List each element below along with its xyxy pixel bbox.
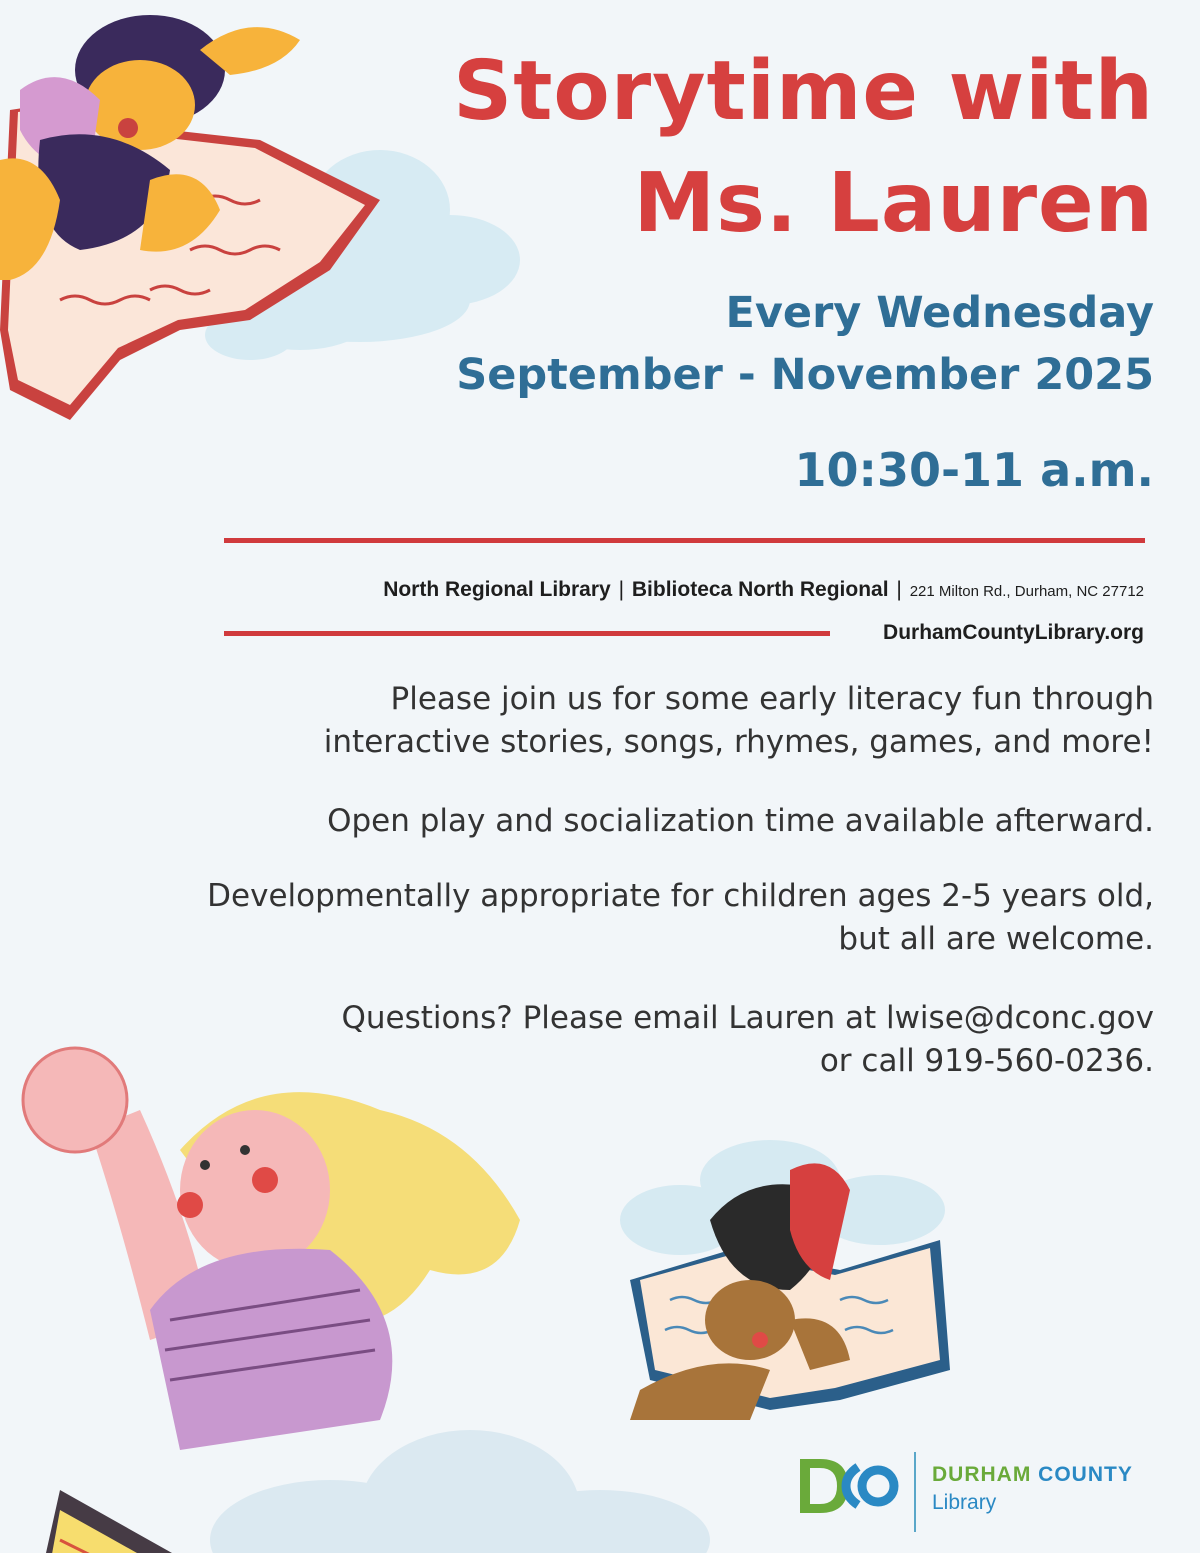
age-line-2: but all are welcome. [838, 921, 1154, 957]
schedule-months: September - November 2025 [456, 350, 1154, 400]
contact-line-2: or call 919-560-0236. [819, 1043, 1154, 1079]
logo-divider [914, 1452, 916, 1532]
logo-word-durham: DURHAM [932, 1463, 1032, 1486]
website-link[interactable]: DurhamCountyLibrary.org [883, 621, 1144, 644]
dco-logo-mark [796, 1455, 900, 1517]
location-line [383, 574, 1144, 608]
open-play-paragraph: Open play and socialization time available afterward. [327, 803, 1154, 839]
library-name-en: North Regional Library [383, 578, 611, 601]
title-line-2: Ms. Lauren [633, 156, 1154, 251]
intro-paragraph [324, 678, 1154, 764]
age-paragraph [207, 875, 1154, 961]
durham-county-library-logo [932, 1462, 1133, 1518]
separator: | [896, 578, 902, 601]
top-divider [224, 538, 1145, 543]
age-line-1: Developmentally appropriate for children ages 2-5 years old, [207, 878, 1154, 914]
logo-wordmark [932, 1462, 1133, 1488]
schedule [456, 282, 1154, 406]
contact-line-1: Questions? Please email Lauren at lwise@dconc.gov [341, 1000, 1154, 1036]
contact-paragraph [342, 997, 1155, 1083]
logo-word-library: Library [932, 1491, 997, 1514]
bottom-divider [224, 631, 830, 636]
library-address: 221 Milton Rd., Durham, NC 27712 [909, 583, 1144, 600]
title-line-1: Storytime with [453, 44, 1154, 139]
event-time: 10:30-11 a.m. [794, 443, 1154, 497]
intro-line-1: Please join us for some early literacy fun through [390, 681, 1154, 717]
logo-word-county: COUNTY [1038, 1463, 1133, 1486]
schedule-day: Every Wednesday [725, 288, 1154, 338]
intro-line-2: interactive stories, songs, rhymes, games, and more! [323, 724, 1154, 760]
event-title [453, 36, 1154, 260]
bottom-right-boy-illustration [590, 1130, 970, 1430]
library-name-es: Biblioteca North Regional [631, 578, 889, 601]
separator: | [618, 578, 625, 601]
